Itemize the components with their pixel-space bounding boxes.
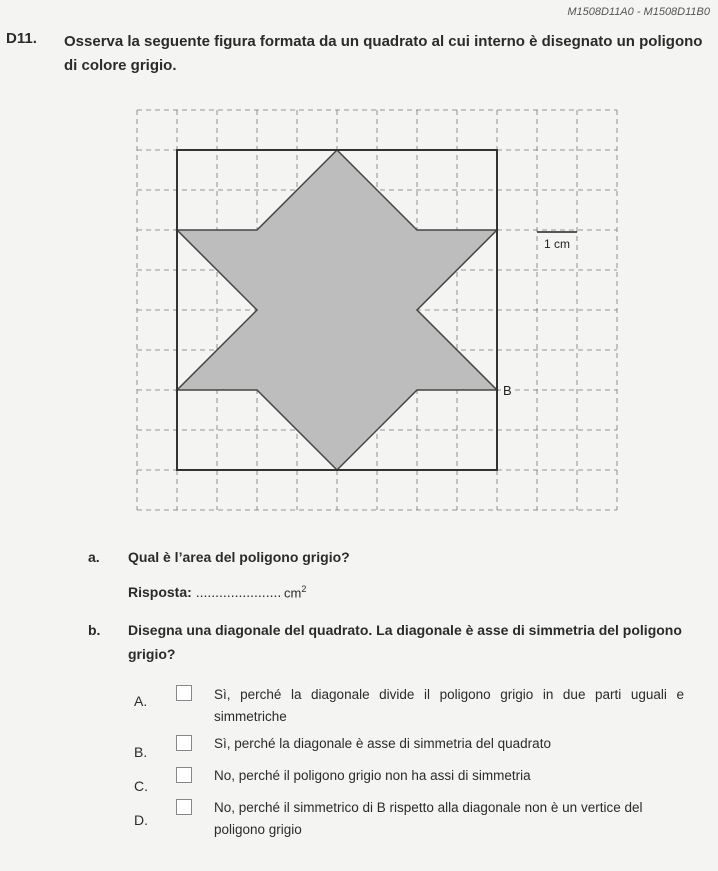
option-d-text: No, perché il simmetrico di B rispetto alla diagonale non è un vertice del poligono grigio bbox=[214, 800, 643, 837]
scale-label: 1 cm bbox=[543, 237, 571, 251]
option-c-letter: C. bbox=[134, 778, 148, 794]
part-a-question: Qual è l’area del poligono grigio? bbox=[128, 549, 350, 565]
option-d-checkbox[interactable] bbox=[176, 799, 192, 815]
option-c-text: No, perché il poligono grigio non ha assi di simmetria bbox=[214, 768, 531, 783]
point-b-label: B bbox=[503, 383, 512, 398]
answer-unit: $cm^2$ bbox=[284, 584, 307, 601]
part-b-letter: b. bbox=[88, 622, 101, 638]
option-a-text: Sì, perché la diagonale divide il poligono grigio in due parti uguali e simmetriche bbox=[214, 687, 684, 724]
part-a-letter: a. bbox=[88, 549, 100, 565]
answer-row bbox=[128, 584, 281, 600]
option-a-checkbox[interactable] bbox=[176, 685, 192, 701]
booklet-code: M1508D11A0 - M1508D11B0 bbox=[567, 6, 710, 18]
option-a-letter: A. bbox=[134, 693, 148, 709]
part-b-question: Disegna una diagonale del quadrato. La diagonale è asse di simmetria del poligono grigio? bbox=[128, 622, 682, 662]
question-number: D11. bbox=[6, 30, 37, 47]
gray-polygon bbox=[177, 150, 497, 470]
answer-label: Risposta: bbox=[128, 584, 192, 600]
option-b-checkbox[interactable] bbox=[176, 735, 192, 751]
option-c-checkbox[interactable] bbox=[176, 767, 192, 783]
question-text: Osserva la seguente figura formata da un quadrato al cui interno è disegnato un poligono di colore grigio. bbox=[64, 33, 703, 74]
option-d-letter: D. bbox=[134, 812, 148, 828]
option-b-letter: B. bbox=[134, 744, 148, 760]
answer-field[interactable]: ...................... bbox=[195, 584, 282, 600]
option-b-text: Sì, perché la diagonale è asse di simmetria del quadrato bbox=[214, 736, 551, 751]
